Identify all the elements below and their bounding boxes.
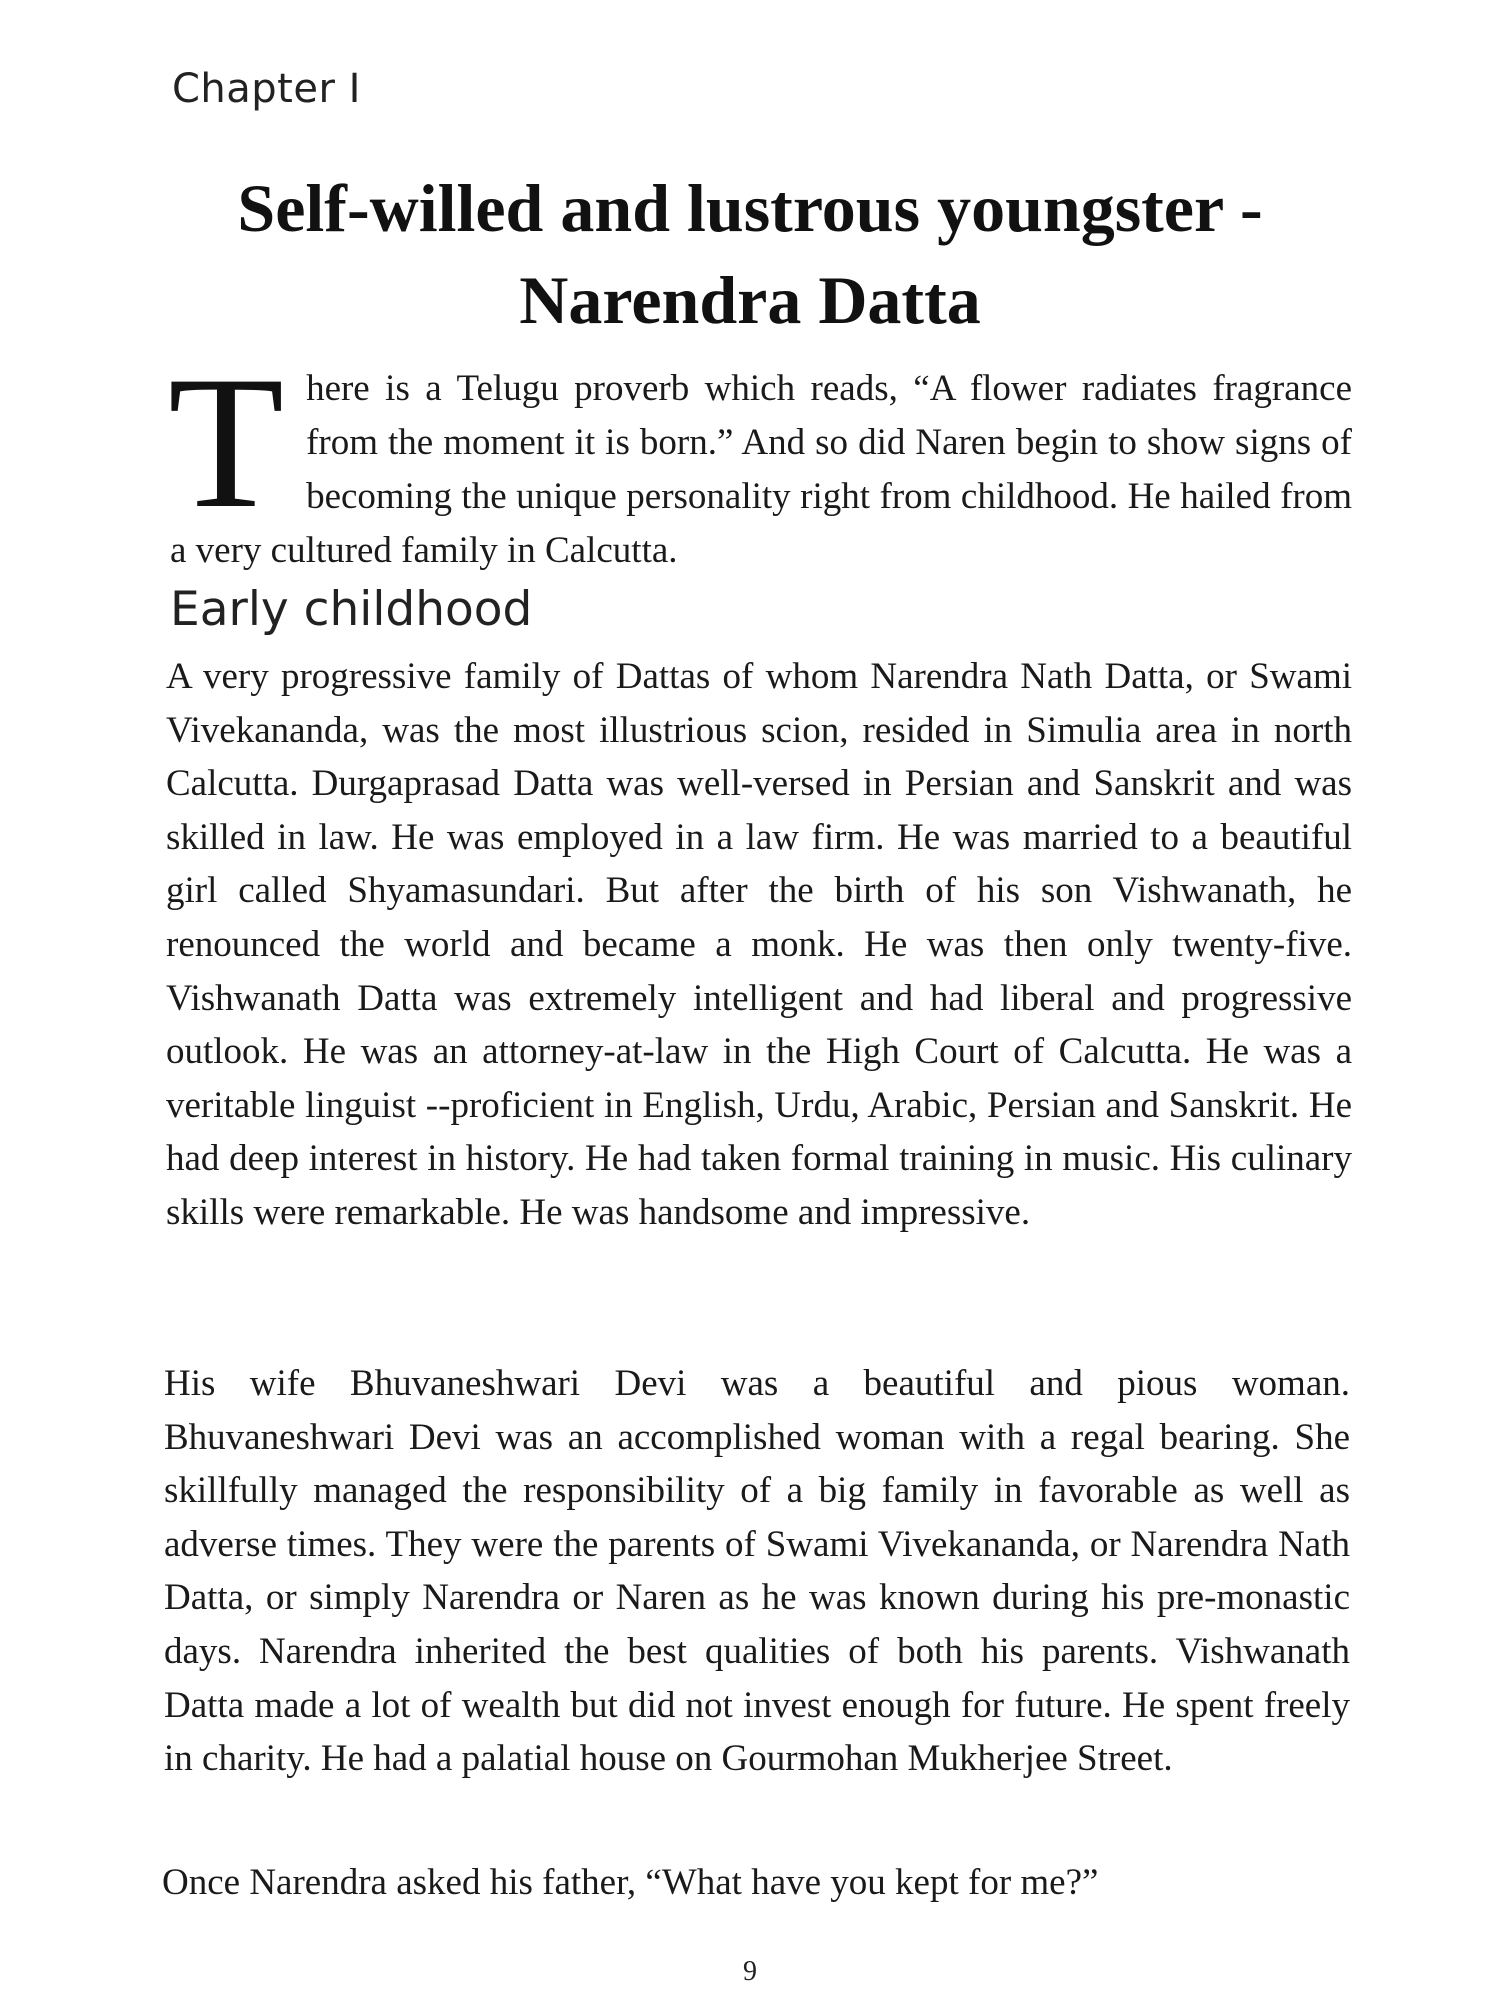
intro-paragraph	[168, 338, 1352, 578]
section-heading: Early childhood	[170, 582, 533, 637]
body-paragraph-2: His wife Bhuvaneshwari Devi was a beautiful and pious woman. Bhuvaneshwari Devi was an accomplished woman with a regal bearing. She skillfully managed the responsibility of a big family in favorable as well as adverse times. They were the parents of Swami Vivekananda, or Narendra Nath Datta, or simply Narendra or Naren as he was known during his pre-monastic days. Narendra inherited the best qualities of both his parents. Vishwanath Datta made a lot of wealth but did not invest enough for future. He spent freely in charity. He had a palatial house on Gourmohan Mukherjee Street.	[164, 1363, 1350, 1780]
chapter-title-line-1: Self-willed and lustrous youngster -	[237, 170, 1263, 246]
intro-text: here is a Telugu proverb which reads, “A flower radiates fragrance from the moment it is born.” And so did Naren begin to show signs of becoming the unique personality right from childhood. He hailed from a very cultured family in Calcutta.	[170, 368, 1352, 571]
chapter-title	[150, 162, 1350, 346]
body-paragraph-3: Once Narendra asked his father, “What have you kept for me?”	[162, 1862, 1099, 1903]
page-number: 9	[743, 1956, 757, 1987]
drop-cap: T	[168, 338, 285, 548]
body-paragraph-1: A very progressive family of Dattas of whom Narendra Nath Datta, or Swami Vivekananda, was the most illustrious scion, resided in Simulia area in north Calcutta. Durgaprasad Datta was well-versed in Persian and Sanskrit and was skilled in law. He was employed in a law firm. He was married to a beautiful girl called Shyamasundari. But after the birth of his son Vishwanath, he renounced the world and became a monk. He was then only twenty-five. Vishwanath Datta was extremely intelligent and had liberal and progressive outlook. He was an attorney-at-law in the High Court of Calcutta. He was a veritable linguist --proficient in English, Urdu, Arabic, Persian and Sanskrit. He had deep interest in history. He had taken formal training in music. His culinary skills were remarkable. He was handsome and impressive.	[166, 656, 1352, 1233]
chapter-title-line-2: Narendra Datta	[519, 262, 981, 338]
chapter-label: Chapter I	[172, 66, 361, 112]
